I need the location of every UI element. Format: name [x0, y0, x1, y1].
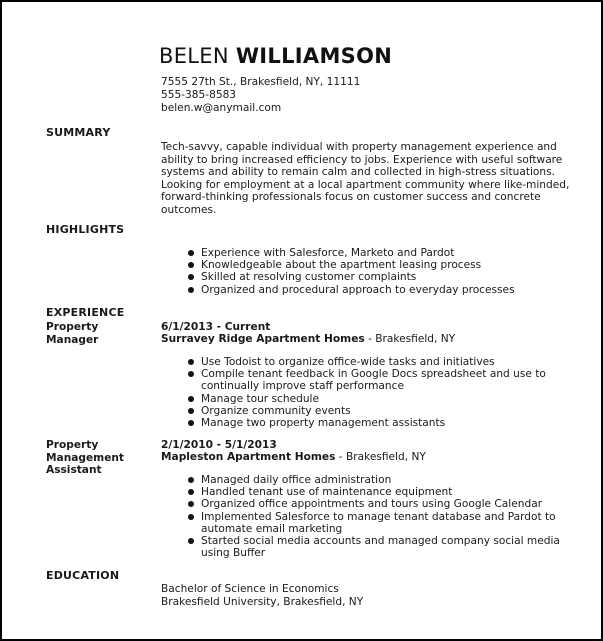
- email: belen.w@anymail.com: [161, 102, 282, 114]
- list-item: Manage two property management assistants: [201, 417, 571, 429]
- bullet-icon: [188, 250, 194, 256]
- phone: 555-385-8583: [161, 89, 237, 101]
- list-item: Use Todoist to organize office-wide tasks and initiatives: [201, 356, 571, 368]
- job-dates: 2/1/2010 - 5/1/2013: [161, 439, 277, 451]
- first-name: BELEN: [159, 44, 229, 68]
- highlights-heading: HIGHLIGHTS: [46, 223, 125, 236]
- address: 7555 27th St., Brakesfield, NY, 11111: [161, 76, 361, 88]
- bullet-icon: [188, 262, 194, 268]
- employer-name: Surravey Ridge Apartment Homes: [161, 333, 365, 345]
- bullet-icon: [188, 371, 194, 377]
- education-heading: EDUCATION: [46, 569, 120, 582]
- bullet-icon: [188, 408, 194, 414]
- list-item: Started social media accounts and managed company social media using Buffer: [201, 535, 571, 559]
- contact-block: [161, 76, 360, 115]
- list-item: Compile tenant feedback in Google Docs spreadsheet and use to continually improve staff performance: [201, 368, 571, 392]
- job-employer: [161, 333, 455, 345]
- experience-heading: EXPERIENCE: [46, 306, 125, 319]
- summary-text: Tech-savvy, capable individual with property management experience and ability to bring increased efficiency to jobs. Experience with useful software systems and ability to remain calm and collected in high-stress situations. Looking for employment at a local apartment community where like-minded, forward-thinking professionals focus on customer success and concrete outcomes.: [161, 141, 570, 216]
- bullet-icon: [188, 287, 194, 293]
- job-role: Property Management Assistant: [46, 439, 124, 477]
- job-employer: [161, 451, 426, 463]
- list-item: Organized and procedural approach to everyday processes: [201, 284, 571, 296]
- bullet-icon: [188, 359, 194, 365]
- bullet-icon: [188, 274, 194, 280]
- last-name: WILLIAMSON: [235, 44, 393, 68]
- job-duties-list: [201, 356, 571, 429]
- bullet-icon: [188, 501, 194, 507]
- school: Brakesfield University, Brakesfield, NY: [161, 596, 364, 608]
- employer-location: - Brakesfield, NY: [335, 451, 426, 463]
- list-item: Knowledgeable about the apartment leasing process: [201, 259, 571, 271]
- list-item: Managed daily office administration: [201, 474, 571, 486]
- candidate-name: [159, 44, 392, 68]
- employer-name: Mapleston Apartment Homes: [161, 451, 336, 463]
- job-duties-list: [201, 474, 571, 559]
- bullet-icon: [188, 477, 194, 483]
- list-item: Skilled at resolving customer complaints: [201, 271, 571, 283]
- bullet-icon: [188, 396, 194, 402]
- highlights-list: [201, 247, 571, 296]
- list-item: Organized office appointments and tours using Google Calendar: [201, 498, 571, 510]
- bullet-icon: [188, 514, 194, 520]
- bullet-icon: [188, 420, 194, 426]
- list-item: Handled tenant use of maintenance equipment: [201, 486, 571, 498]
- bullet-icon: [188, 538, 194, 544]
- list-item: Experience with Salesforce, Marketo and Pardot: [201, 247, 571, 259]
- job-role: Property Manager: [46, 321, 99, 346]
- employer-location: - Brakesfield, NY: [364, 333, 456, 345]
- summary-heading: SUMMARY: [46, 126, 111, 139]
- degree: Bachelor of Science in Economics: [161, 583, 339, 595]
- list-item: Implemented Salesforce to manage tenant database and Pardot to automate email marketing: [201, 511, 571, 535]
- bullet-icon: [188, 489, 194, 495]
- job-dates: 6/1/2013 - Current: [161, 321, 271, 333]
- education-block: [161, 583, 363, 609]
- list-item: Organize community events: [201, 405, 571, 417]
- list-item: Manage tour schedule: [201, 393, 571, 405]
